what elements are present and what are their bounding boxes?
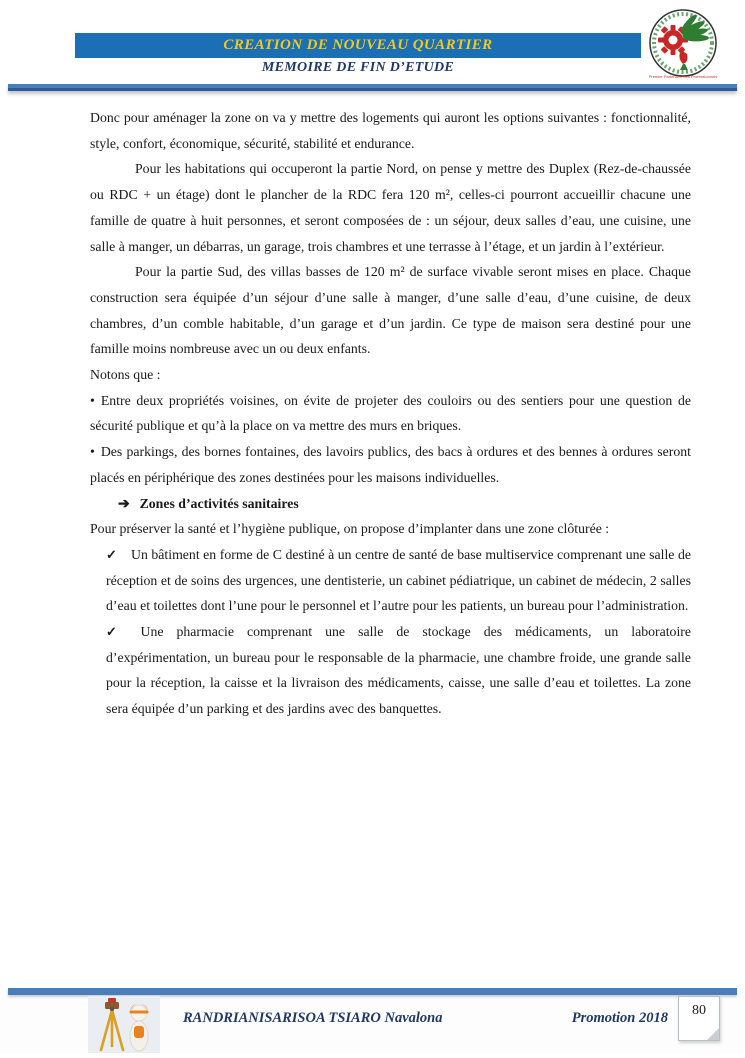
paragraph: Notons que : (90, 367, 161, 383)
page-number-box (678, 996, 720, 1041)
paragraph: Pour les habitations qui occuperont la partie Nord, on pense y mettre des Duplex (Rez-de-chaussée ou RDC + un étage) dont le plancher de la RDC fera 120 m², celles-ci pourront accueillir chacune une famille de quatre à huit personnes, et seront composées de : un séjour, deux salles d’eau, une cuisine, une salle à manger, un débarras, un garage, trois chambres et une terrasse à l’étage, et un jardin à l’extérieur. (90, 161, 691, 254)
paragraph: Pour préserver la santé et l’hygiène publique, on propose d’implanter dans une zone clôturée : (90, 521, 610, 537)
check-text: Une pharmacie comprenant une salle de stockage des médicaments, un laboratoire d’expérimentation, un bureau pour le responsable de la pharmacie, une chambre froide, une grande salle pour la réception, la caisse et la livraison des médicaments, caisse, une salle d’eau et toilettes. La zone sera équipée d’un parking et des jardins avec des banquettes. (106, 624, 691, 717)
check-item (90, 542, 691, 619)
arrow-icon: ➔ (118, 495, 130, 511)
check-item (90, 619, 691, 722)
section-heading (90, 491, 691, 517)
header-subtitle: MEMOIRE DE FIN D’ETUDE (261, 60, 455, 75)
paragraph: Donc pour aménager la zone on va y mettre des logements qui auront les options suivantes : fonctionnalité, style, confort, économique, sécurité, stabilité et endurance. (90, 110, 691, 151)
check-icon: ✓ (106, 546, 117, 562)
paragraph: Pour la partie Sud, des villas basses de 120 m² de surface vivable seront mises en place. Chaque construction sera équipée d’un séjour d’une salle à manger, d’une salle d’eau, d’une cuisine, de deux chambres, d’un comble habitable, d’un garage et d’un jardin. Ce type de maison sera destiné pour une famille moins nombreuse avec un ou deux enfants. (90, 264, 691, 357)
bullet-item (90, 439, 691, 490)
header-banner (75, 33, 641, 58)
footer-author: RANDRIANISARISOA TSIARO Navalona (183, 1010, 443, 1026)
banner-title: CREATION DE NOUVEAU QUARTIER (223, 37, 493, 53)
surveyor-illustration (88, 996, 160, 1053)
footer-divider-line (8, 988, 737, 995)
bullet-item (90, 388, 691, 439)
bullet-icon: • (90, 392, 95, 408)
check-text: Un bâtiment en forme de C destiné à un centre de santé de base multiservice comprenant une salle de réception et de soins des urgences, une dentisterie, un cabinet pédiatrique, un cabinet de médecin, 2 salles d’eau et toilettes dont l’une pour le personnel et l’autre pour les patients, un bureau pour l’administration. (106, 546, 691, 614)
section-heading-text: Zones d’activités sanitaires (139, 495, 299, 511)
bullet-text: Des parkings, des bornes fontaines, des lavoirs publics, des bacs à ordures et des bennes à ordures seront placés en périphérique des zones destinées pour les maisons individuelles. (90, 444, 691, 485)
page-number: 80 (692, 1003, 706, 1018)
header-divider-line (8, 84, 737, 91)
footer-promotion: Promotion 2018 (571, 1010, 668, 1026)
school-logo (645, 6, 721, 86)
bullet-text: Entre deux propriétés voisines, on évite de projeter des couloirs ou des sentiers pour une question de sécurité publique et qu’à la place on va mettre des murs en briques. (90, 392, 691, 434)
check-icon: ✓ (106, 624, 127, 640)
bullet-icon: • (90, 444, 95, 460)
logo-caption: Premier Partenaire des Professionnels (648, 74, 718, 79)
document-body (90, 105, 691, 722)
surveyor-icon (88, 996, 160, 1053)
